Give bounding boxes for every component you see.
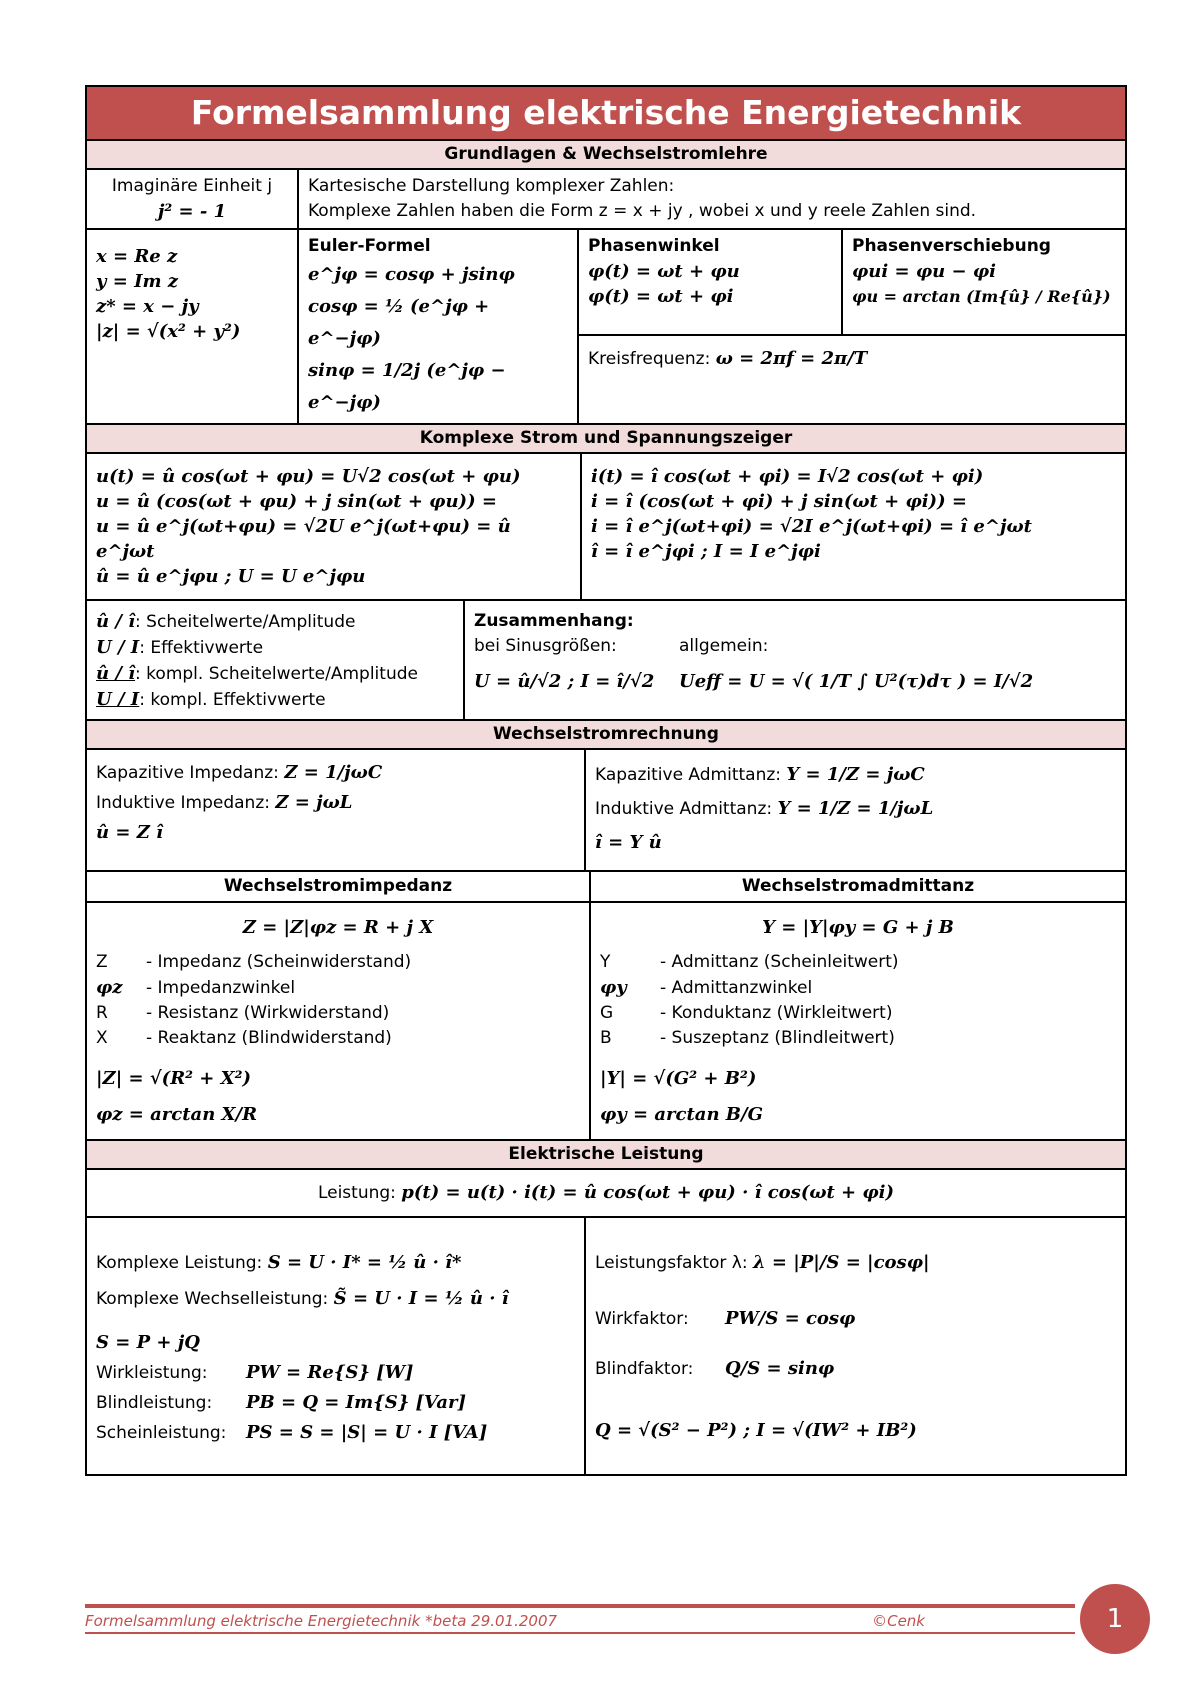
def-text: - Impedanzwinkel [146,978,296,998]
relation-general-formula: Ueff = U = √( 1/T ∫ U²(τ)dτ ) = I/√2 [679,671,1034,692]
formula-imag-part: y = Im z [96,271,179,292]
phase-angle-i: φ(t) = ωt + φi [588,286,734,307]
reactive-factor [595,1354,1116,1384]
def-text: - Admittanz (Scheinleitwert) [660,952,899,972]
capacitive-impedance-formula: Z = 1/jωC [284,762,383,783]
value-def-1 [96,609,454,635]
euler-formula-3: sinφ = 1/2j (e^jφ − e^−jφ) [308,360,506,413]
active-factor-label: Wirkfaktor: [595,1309,689,1329]
capacitive-impedance [96,758,575,788]
power-details-row [87,1218,1125,1474]
def-text: - Resistanz (Wirkwiderstand) [146,1003,390,1023]
page-number-badge: 1 [1080,1584,1150,1654]
def-symbol: Y [600,952,611,972]
section-header-zeiger: Komplexe Strom und Spannungszeiger [87,425,1125,454]
active-power [96,1358,575,1388]
admittance-def-b [600,1026,1116,1051]
phase-shift-heading: Phasenverschiebung [852,236,1051,256]
footer [85,1612,1075,1630]
imag-unit-cell [87,170,297,228]
admittance-main-formula: Y = |Y|φy = G + j B [762,917,954,938]
admittance-angle-formula: φy = arctan B/G [600,1104,763,1125]
current-formula-2: i = î (cos(ωt + φi) + j sin(ωt + φi)) = [591,491,967,512]
grundlagen-row-1 [87,170,1125,230]
impedance-angle-formula: φz = arctan X/R [96,1104,258,1125]
def-symbol: B [600,1028,612,1048]
page-title: Formelsammlung elektrische Energietechnik [87,87,1125,139]
phase-angle-u: φ(t) = ωt + φu [588,261,740,282]
impedance-magnitude-formula: |Z| = √(R² + X²) [96,1068,252,1089]
formula-conjugate: z* = x − jy [96,296,199,317]
phase-block [577,230,1125,423]
reactive-factor-formula: Q/S = sinφ [725,1358,835,1379]
formula-real-part: x = Re z [96,246,178,267]
cartesian-line-2: Komplexe Zahlen haben die Form z = x + jy , wobei x und y reele Zahlen sind. [308,201,977,221]
ohm-law-formula: û = Z î [96,822,163,843]
def-symbol: R [96,1003,108,1023]
relation-cell [463,601,1125,719]
impedance-def-z [96,950,580,975]
cartesian-cell [297,170,1125,228]
cartesian-line-1: Kartesische Darstellung komplexer Zahlen: [308,176,675,196]
power-factor-label: Leistungsfaktor λ: [595,1253,748,1273]
imag-unit-label: Imaginäre Einheit j [111,176,273,196]
voltage-phasor-cell [87,454,580,599]
active-power-label: Wirkleistung: [96,1363,208,1383]
power-left-cell [87,1218,584,1474]
angular-frequency-cell [579,336,1125,376]
relation-formulas [474,669,1116,694]
relation-sine-label: bei Sinusgrößen: [474,636,617,656]
def-text: - Konduktanz (Wirkleitwert) [660,1003,893,1023]
footer-left-text: Formelsammlung elektrische Energietechnik *beta 29.01.2007 [85,1612,558,1630]
relation-labels [474,634,1116,659]
capacitive-admittance [595,758,1116,792]
formula-sheet [85,85,1127,1476]
inductive-admittance-formula: Y = 1/Z = 1/jωL [777,798,934,819]
admittance-def-y [600,950,1116,975]
apparent-power-label: Scheinleistung: [96,1423,227,1443]
imp-adm-header-row [87,872,1125,903]
current-formula-4: î = î e^jφi ; I = I e^jφi [591,541,821,562]
impedance-box [87,750,584,870]
admittance-def-phi [600,975,1116,1001]
footer-line-top [85,1604,1075,1608]
impedance-admittance-row [87,750,1125,872]
admittance-box [584,750,1125,870]
voltage-formula-4: û = û e^jφu ; U = U e^jφu [96,566,366,587]
capacitive-admittance-formula: Y = 1/Z = jωC [786,764,925,785]
inductive-impedance-label: Induktive Impedanz: [96,793,270,813]
value-def-4 [96,687,454,713]
phase-shift-formula-1: φui = φu − φi [852,261,996,282]
phase-angle-heading: Phasenwinkel [588,236,720,256]
inductive-impedance-formula: Z = jωL [275,792,353,813]
active-factor [595,1304,1116,1334]
apparent-power-formula: PS = S = |S| = U · I [VA] [246,1422,488,1443]
power-relation-formula: Q = √(S² − P²) ; I = √(IW² + IB²) [595,1420,917,1441]
complex-power-formula: S = U · I* = ½ û · î* [267,1252,462,1273]
voltage-formula-2: u = û (cos(ωt + φu) + j sin(ωt + φu)) = [96,491,497,512]
current-phasor-cell [580,454,1125,599]
def-text: - Reaktanz (Blindwiderstand) [146,1028,392,1048]
grundlagen-row-2 [87,230,1125,425]
values-row [87,601,1125,721]
capacitive-impedance-label: Kapazitive Impedanz: [96,763,279,783]
section-header-rechnung: Wechselstromrechnung [87,721,1125,750]
footer-copyright: ©Cenk [872,1612,925,1630]
value-def-text: : Effektivwerte [139,638,264,658]
def-symbol: φz [96,977,123,998]
def-text: - Admittanzwinkel [660,978,813,998]
impedance-heading: Wechselstromimpedanz [223,876,453,896]
impedance-def-phi [96,975,580,1001]
def-text: - Suszeptanz (Blindleitwert) [660,1028,895,1048]
def-symbol: X [96,1028,108,1048]
power-factor [595,1248,1116,1278]
current-formula-1: i(t) = î cos(ωt + φi) = I√2 cos(ωt + φi) [591,466,984,487]
voltage-formula-3: u = û e^j(ωt+φu) = √2U e^j(ωt+φu) = û e^jωt [96,516,511,562]
inductive-admittance-label: Induktive Admittanz: [595,799,773,819]
value-def-3 [96,661,454,687]
footer-line-bottom [85,1632,1075,1634]
active-power-formula: PW = Re{S} [W] [246,1362,414,1383]
reactive-power-label: Blindleistung: [96,1393,213,1413]
capacitive-admittance-label: Kapazitive Admittanz: [595,765,782,785]
value-def-symbol: û / î [96,611,136,632]
angular-frequency-label: Kreisfrequenz: [588,349,711,369]
value-def-2 [96,635,454,661]
phasor-row [87,454,1125,601]
power-main-row [87,1170,1125,1218]
admittance-heading: Wechselstromadmittanz [589,872,1125,901]
complex-basics-cell [87,230,297,423]
value-def-text: : kompl. Effektivwerte [139,690,326,710]
spacer [96,940,580,950]
phase-top [579,230,1125,336]
active-factor-formula: PW/S = cosφ [725,1308,856,1329]
current-formula-3: i = î e^j(ωt+φi) = √2I e^j(ωt+φi) = î e^jωt [591,516,1032,537]
power-main-formula: p(t) = u(t) · i(t) = û cos(ωt + φu) · î cos(ωt + φi) [401,1182,895,1203]
value-definitions-cell [87,601,463,719]
euler-cell [297,230,577,423]
def-symbol: Z [96,952,108,972]
reactive-factor-label: Blindfaktor: [595,1359,694,1379]
reactive-power-formula: PB = Q = Im{S} [Var] [246,1392,467,1413]
impedance-def-x [96,1026,580,1051]
value-def-text: : kompl. Scheitelwerte/Amplitude [135,664,418,684]
power-factor-formula: λ = |P|/S = |cosφ| [752,1252,930,1273]
complex-power-label: Komplexe Leistung: [96,1253,263,1273]
inductive-impedance [96,788,575,818]
power-right-cell [584,1218,1125,1474]
admittance-body [589,903,1125,1139]
relation-sine-formula: U = û/√2 ; I = î/√2 [474,671,655,692]
angular-frequency-formula: ω = 2πf = 2π/T [715,348,868,369]
power-main-cell [87,1170,1125,1216]
def-symbol: φy [600,977,627,998]
formula-magnitude: |z| = √(x² + y²) [96,321,241,342]
spacer [600,940,1116,950]
section-header-leistung: Elektrische Leistung [87,1141,1125,1170]
imag-unit-formula: j² = - 1 [157,201,227,222]
relation-general-label: allgemein: [679,636,769,656]
admittance-magnitude-formula: |Y| = √(G² + B²) [600,1068,757,1089]
euler-formula-2: cosφ = ½ (e^jφ + e^−jφ) [308,296,490,349]
spacer [600,1051,1116,1061]
euler-heading: Euler-Formel [308,236,431,256]
def-text: - Impedanz (Scheinwiderstand) [146,952,412,972]
phase-shift-formula-2: φu = arctan (Im{û} / Re{û}) [852,287,1111,306]
value-def-symbol: U / I [96,689,140,710]
impedance-body [87,903,589,1139]
def-symbol: G [600,1003,614,1023]
complex-alt-power-formula: S̃ = U · I = ½ û · î [333,1288,509,1309]
apparent-power [96,1418,575,1448]
apparent-power-sum: S = P + jQ [96,1332,200,1353]
admittance-def-g [600,1001,1116,1026]
value-def-text: : Scheitelwerte/Amplitude [135,612,356,632]
impedance-main-formula: Z = |Z|φz = R + j X [242,917,434,938]
complex-alt-power-label: Komplexe Wechselleistung: [96,1289,329,1309]
euler-formula-1: e^jφ = cosφ + jsinφ [308,264,515,285]
complex-power [96,1248,575,1278]
complex-alt-power [96,1284,575,1314]
impedance-def-r [96,1001,580,1026]
power-main-label: Leistung: [317,1183,396,1203]
phase-angle-cell [579,230,841,334]
reactive-power [96,1388,575,1418]
inductive-admittance [595,792,1116,826]
voltage-formula-1: u(t) = û cos(ωt + φu) = U√2 cos(ωt + φu) [96,466,521,487]
value-def-symbol: û / î [96,663,136,684]
imp-adm-body-row [87,903,1125,1141]
phase-shift-cell [841,230,1125,334]
value-def-symbol: U / I [96,637,140,658]
current-law-formula: î = Y û [595,832,662,853]
section-header-grundlagen: Grundlagen & Wechselstromlehre [87,139,1125,170]
spacer [96,1051,580,1061]
relation-heading: Zusammenhang: [474,611,634,631]
